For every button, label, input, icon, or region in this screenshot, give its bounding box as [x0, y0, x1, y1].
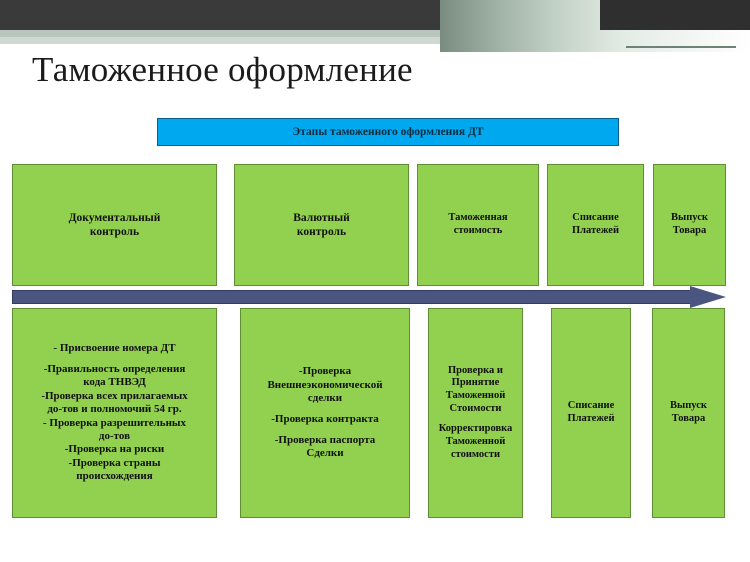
detail-line: -Правильность определения	[43, 363, 186, 376]
detail-line: Сделки	[306, 447, 344, 460]
page-title: Таможенное оформление	[32, 50, 413, 89]
detail-line	[245, 426, 405, 433]
detail-box-documentary-control	[12, 308, 217, 518]
detail-line: -Проверка паспорта	[274, 433, 376, 446]
detail-line: Товара	[671, 413, 706, 424]
detail-line: - Проверка разрешительных	[42, 416, 187, 429]
detail-line: сделки	[307, 392, 343, 405]
stage-label-line2: контроль	[89, 226, 140, 238]
detail-line: Корректировка	[438, 423, 513, 435]
detail-list-currency-control	[245, 365, 405, 460]
stage-label-line1: Документальный	[68, 211, 161, 224]
header-rule	[626, 46, 736, 48]
detail-line: до-тов и полномочий 54 гр.	[47, 403, 182, 416]
stage-label-line2: Товара	[672, 225, 707, 236]
detail-line: Проверка и	[448, 364, 503, 376]
stage-box-currency-control	[234, 164, 409, 286]
detail-line: Таможенной	[445, 435, 506, 447]
detail-line: -Проверка на риски	[64, 443, 165, 456]
detail-line: Списание	[567, 400, 615, 412]
stage-box-documentary-control	[12, 164, 217, 286]
header-light-band-accent	[0, 30, 440, 37]
detail-line: Стоимости	[449, 402, 502, 414]
detail-line: -Проверка контракта	[271, 413, 379, 425]
stage-label-line1: Выпуск	[671, 212, 708, 224]
arrow-shaft	[12, 290, 692, 304]
stage-label-line2: Платежей	[571, 225, 620, 236]
detail-box-goods-release	[652, 308, 725, 518]
header-dark-bar-right	[600, 0, 750, 30]
detail-line: Выпуск	[670, 400, 707, 412]
detail-list-documentary-control	[17, 342, 212, 483]
detail-line: Внешнеэкономической	[267, 378, 383, 391]
detail-line: Таможенной	[445, 390, 506, 402]
detail-line: стоимости	[450, 448, 501, 460]
stage-box-payments-writeoff	[547, 164, 644, 286]
stage-box-customs-value	[417, 164, 539, 286]
detail-line: до-тов	[98, 430, 131, 443]
detail-line: -Проверка	[298, 365, 352, 378]
detail-line: происхождения	[76, 470, 153, 483]
slide-footer-space	[0, 522, 750, 562]
detail-list-customs-value	[433, 365, 518, 462]
stage-label-line2: контроль	[296, 226, 347, 238]
detail-line: Принятие	[451, 377, 500, 389]
stage-box-goods-release	[653, 164, 726, 286]
stage-label-line2: стоимость	[453, 225, 503, 236]
stages-banner: Этапы таможенного оформления ДТ	[157, 118, 619, 146]
detail-box-customs-value	[428, 308, 523, 518]
detail-box-payments-writeoff	[551, 308, 631, 518]
stage-label-line1: Таможенная	[448, 212, 508, 224]
detail-line: - Присвоение номера ДТ	[53, 342, 176, 355]
detail-list-payments-writeoff	[556, 400, 626, 426]
detail-line	[433, 416, 518, 423]
detail-line	[17, 356, 212, 363]
arrow-head	[690, 286, 726, 308]
detail-list-goods-release	[657, 400, 720, 426]
detail-line: Платежей	[567, 413, 615, 424]
detail-line: -Проверка всех прилагаемых	[41, 389, 188, 402]
process-flow-arrow	[12, 286, 726, 308]
stage-label-line1: Валютный	[293, 211, 350, 224]
detail-box-currency-control	[240, 308, 410, 518]
detail-line: -Проверка страны	[68, 456, 161, 469]
detail-line: кода ТНВЭД	[83, 376, 146, 389]
detail-line	[245, 406, 405, 413]
stage-label-line1: Списание	[572, 212, 619, 224]
